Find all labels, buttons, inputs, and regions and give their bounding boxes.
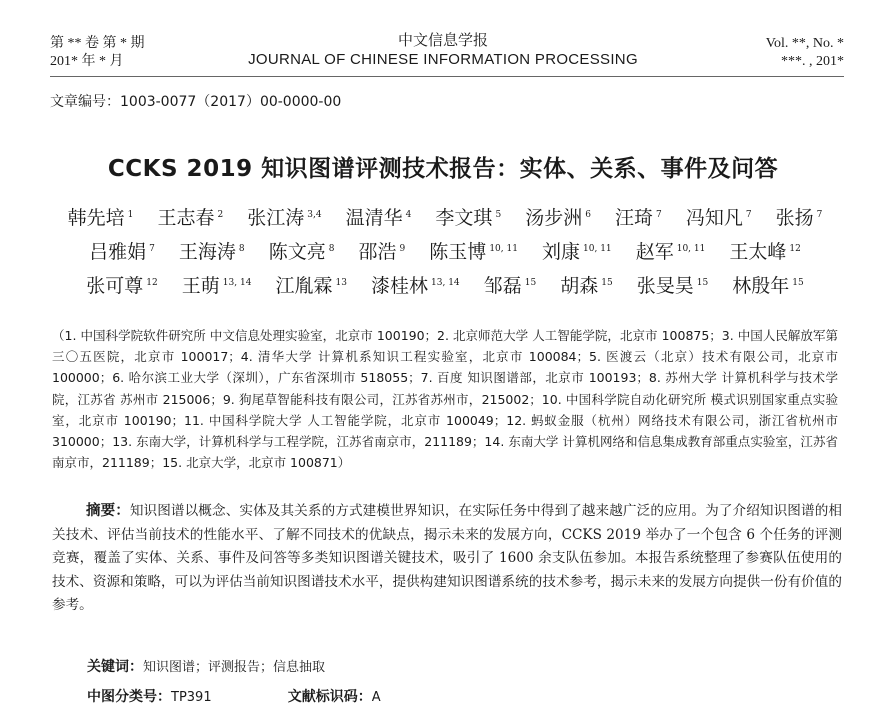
author-name: 汪琦: [615, 207, 654, 229]
author: [732, 268, 803, 302]
author-affiliation-mark: 13, 14: [431, 278, 460, 288]
author: [542, 234, 612, 268]
author-name: 江胤霖: [275, 275, 333, 297]
author: [371, 268, 460, 302]
author-affiliation-mark: 2: [217, 210, 224, 220]
abstract: [52, 500, 842, 618]
author-affiliation-mark: 15: [524, 278, 537, 288]
author-name: 张江涛: [247, 207, 305, 229]
author-affiliation-mark: 4: [405, 210, 412, 220]
author-name: 汤步洲: [525, 207, 583, 229]
doc-code-label: 文献标识码：: [287, 689, 372, 705]
journal-name-en: JOURNAL OF CHINESE INFORMATION PROCESSING: [248, 51, 638, 68]
author: [484, 268, 536, 302]
author: [89, 234, 155, 268]
journal-name-cn: 中文信息学报: [397, 31, 488, 49]
volume-issue: 第 ** 卷 第 * 期: [50, 36, 145, 51]
author-name: 张旻昊: [636, 275, 694, 297]
abstract-text: 知识图谱以概念、实体及其关系的方式建模世界知识，在实际任务中得到了越来越广泛的应用。为了介绍知识图谱的相关技术、评估当前技术的性能水平、了解不同技术的优缺点，揭示未来的发展方向，CCKS 2019 举办了一个包含 6 个任务的评测竞赛，覆盖了实体、关系、事件及问答等多类知识图谱关键技术，吸引了 1600 余支队伍参加。本报告系统整理了参赛队伍使用的技术、资源和策略，可以为评估当前知识图谱技术水平，提供构建知识图谱系统的技术参考，揭示未来的发展方向提供一份有价值的参考。: [52, 503, 842, 613]
author-name: 王海涛: [178, 241, 236, 263]
author: [429, 234, 518, 268]
author: [247, 200, 321, 234]
author-affiliation-mark: 8: [238, 244, 245, 254]
author-affiliation-mark: 12: [789, 244, 801, 254]
author: [435, 200, 501, 234]
author: [560, 268, 612, 302]
author-name: 赵军: [635, 241, 674, 263]
affiliations: （1. 中国科学院软件研究所 中文信息处理实验室，北京市 100190；2. 北京师范大学 人工智能学院，北京市 100875；3. 中国人民解放军第三〇五医院，北京市 100017；4. 清华大学 计算机系知识工程实验室，北京市 100084；5. 医渡云（北京）技术有限公司，北京市 100000；6. 哈尔滨工业大学（深圳），广东省深圳市 518055；7. 百度 知识图谱部，北京市 100193；8. 苏州大学 计算机科学与技术学院，江苏省 苏州市 215006；9. 狗尾草智能科技有限公司，江苏省苏州市，215002；10. 中国科学院自动化研究所 模式识别国家重点实验室，北京市 100190；11. 中国科学院大学 人工智能学院，北京市 100049；12. 蚂蚁金服（杭州）网络技术有限公司，浙江省杭州市 310000；13. 东南大学，计算机科学与工程学院，江苏省南京市，211189；14. 东南大学 计算机网络和信息集成教育部重点实验室，江苏省南京市，211189；15. 北京大学，北京市 100871）: [52, 328, 838, 471]
author-name: 胡森: [560, 275, 599, 297]
author-name: 漆桂林: [371, 275, 429, 297]
author-name: 张扬: [775, 207, 814, 229]
paper-title: CCKS 2019 知识图谱评测技术报告：实体、关系、事件及问答: [107, 156, 779, 182]
volume-year: ***. , 201*: [781, 54, 844, 69]
author-name: 韩先培: [67, 207, 125, 229]
author: [637, 268, 708, 302]
author-name: 林殷年: [732, 275, 790, 297]
journal-volume-info: [766, 35, 844, 71]
author-affiliation-mark: 8: [328, 244, 335, 254]
author-affiliation-mark: 13, 14: [222, 278, 252, 288]
author: [636, 234, 706, 268]
article-number: 文章编号：1003-0077（2017）00-0000-00: [50, 94, 342, 110]
author-name: 邹磊: [483, 275, 522, 297]
doc-code-value: A: [371, 690, 381, 705]
author-name: 李文琪: [435, 207, 493, 229]
author: [68, 200, 134, 234]
author-name: 陈文亮: [268, 241, 326, 263]
keywords-text: 知识图谱；评测报告；信息抽取: [143, 660, 326, 675]
author: [157, 200, 223, 234]
author-name: 王太峰: [729, 241, 787, 263]
author: [275, 268, 346, 302]
author-name: 吕雅娟: [89, 241, 147, 263]
author-name: 张可尊: [86, 275, 144, 297]
issue-date: 201* 年 * 月: [50, 54, 124, 69]
author-affiliation-mark: 10, 11: [676, 244, 706, 254]
clc-value: TP391: [171, 690, 212, 705]
author-affiliation-mark: 5: [495, 210, 502, 220]
author: [525, 200, 591, 234]
author: [346, 200, 412, 234]
author-affiliation-mark: 15: [792, 278, 804, 288]
author-affiliation-mark: 12: [146, 278, 158, 288]
author: [179, 234, 245, 268]
author: [776, 200, 823, 234]
header-divider: [50, 76, 844, 77]
author-list: [52, 200, 838, 302]
journal-name: [0, 30, 886, 70]
author-name: 冯知凡: [685, 207, 743, 229]
author-affiliation-mark: 15: [601, 278, 613, 288]
author: [182, 268, 252, 302]
author: [729, 234, 800, 268]
author-affiliation-mark: 10, 11: [489, 244, 518, 254]
author: [615, 200, 662, 234]
author: [686, 200, 752, 234]
author-name: 刘康: [542, 241, 581, 263]
classification: [87, 686, 381, 706]
author-affiliation-mark: 7: [149, 244, 155, 254]
author: [269, 234, 335, 268]
author-affiliation-mark: 15: [696, 278, 709, 288]
volume-number: Vol. **, No. *: [765, 36, 844, 51]
author-affiliation-mark: 7: [745, 210, 752, 220]
author-affiliation-mark: 3,4: [307, 210, 322, 220]
author-affiliation-mark: 6: [585, 210, 591, 220]
author-name: 王志春: [157, 207, 215, 229]
author-name: 王萌: [181, 275, 220, 297]
author-affiliation-mark: 13: [335, 278, 347, 288]
author: [86, 268, 157, 302]
author-name: 陈玉博: [429, 241, 487, 263]
clc-label: 中图分类号：: [87, 689, 171, 705]
author-affiliation-mark: 9: [399, 244, 406, 254]
author-affiliation-mark: 10, 11: [583, 244, 612, 254]
abstract-label: 摘要：: [86, 503, 130, 519]
author-name: 温清华: [345, 207, 403, 229]
author: [359, 234, 406, 268]
author-name: 邵浩: [358, 241, 397, 263]
keywords: [87, 656, 325, 676]
author-affiliation-mark: 7: [656, 210, 662, 220]
author-affiliation-mark: 1: [127, 210, 134, 220]
keywords-label: 关键词：: [87, 659, 143, 675]
author-affiliation-mark: 7: [816, 210, 823, 220]
